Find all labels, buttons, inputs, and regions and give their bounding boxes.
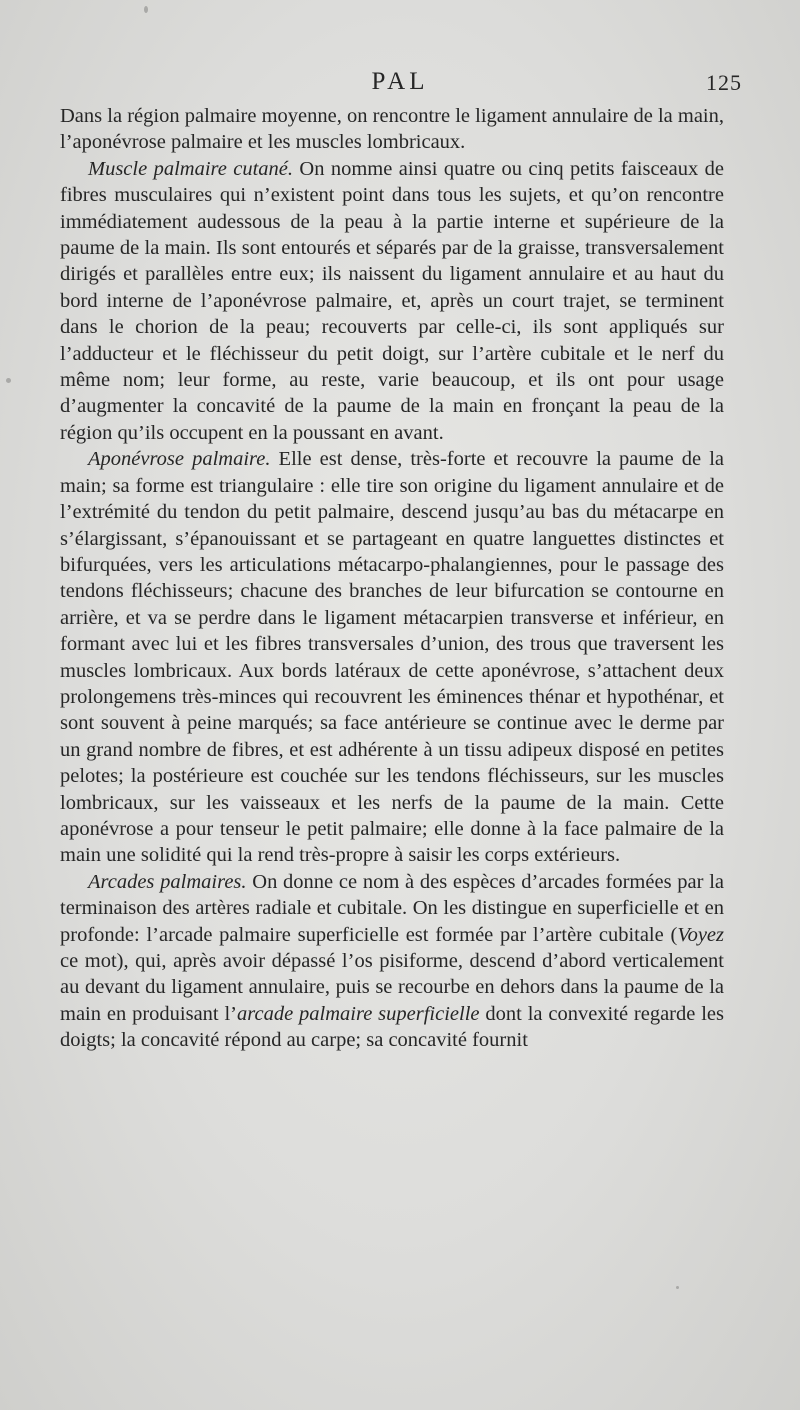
paragraph	[60, 103, 724, 156]
page-header	[60, 60, 740, 96]
paragraph-text: Dans la région palmaire moyenne, on rencontre le ligament annulaire de la main, l’aponévrose palmaire et les muscles lombricaux.	[60, 105, 724, 154]
paragraph	[60, 446, 724, 869]
page-number: 125	[706, 70, 742, 95]
ink-speck	[676, 1286, 679, 1289]
paragraph-text: On donne ce nom à des espèces d’arcades formées par la terminaison des artères radiale et cubitale. On les distingue en superficielle et en profonde: l’arcade palmaire superficielle est formée par l’artère cubitale (	[60, 870, 724, 946]
body-text	[60, 103, 724, 1054]
inline-term: arcade palmaire superficielle	[237, 1002, 480, 1025]
paragraph-text: ce mot), qui, après avoir dépassé l’os pisiforme, descend d’abord verticalement au devant du ligament annulaire, puis se recourbe en dehors dans la paume de la main en produisant l’	[60, 950, 724, 1025]
paragraph-text: dont la convexité regarde les doigts; la concavité répond au carpe; sa concavité fournit	[60, 1002, 725, 1052]
paragraph	[60, 869, 724, 1054]
paragraph	[60, 156, 724, 446]
running-head: PAL	[371, 68, 429, 95]
section-term: Muscle palmaire cutané.	[88, 157, 294, 180]
ink-speck	[144, 6, 148, 13]
section-term: Arcades palmaires.	[88, 870, 247, 893]
section-term: Aponévrose palmaire.	[88, 448, 271, 471]
paragraph-text: Elle est dense, très-forte et recouvre la paume de la main; sa forme est triangulaire : elle tire son origine du ligament annulaire et de l’extrémité du tendon du petit palmaire, descend jusqu’au bas du métacarpe en s’élargissant, s’épanouissant et se partageant en quatre languettes distinctes et bifurquées, vers les articulations métacarpo-phalangiennes, pour le passage des tendons fléchisseurs; chacune des branches de leur bifurcation se contourne en arrière, et va se perdre dans le ligament métacarpien transverse et inférieur, en formant avec lui et les fibres transversales d’union, des trous que traversent les muscles lombricaux. Aux bords latéraux de cette aponévrose, s’attachent deux prolongemens très-minces qui recouvrent les éminences thénar et hypothénar, et sont souvent à peine marqués; sa face antérieure se continue avec le derme par un grand nombre de fibres, et est adhérente à un tissu adipeux disposé en petites pelotes; la postérieure est couchée sur les tendons fléchisseurs, sur les muscles lombricaux, sur les vaisseaux et les nerfs de la paume de la main. Cette aponévrose a pour tenseur le petit palmaire; elle donne à la face palmaire de la main une solidité qui la rend très-propre à saisir les corps extérieurs.	[60, 448, 724, 867]
cross-reference: Voyez	[677, 923, 724, 946]
ink-speck	[6, 378, 11, 383]
paragraph-text: On nomme ainsi quatre ou cinq petits faisceaux de fibres musculaires qui n’existent point dans tous les sujets, et qu’on rencontre immédiatement audessous de la peau à la partie interne et supérieure de la paume de la main. Ils sont entourés et séparés par de la graisse, transversalement dirigés et parallèles entre eux; ils naissent du ligament annulaire et au haut du bord interne de l’aponévrose palmaire, et, après un court trajet, se terminent dans le chorion de la peau; recouverts par celle-ci, ils sont appliqués sur l’adducteur et le fléchisseur du petit doigt, sur l’artère cubitale et le nerf du même nom; leur forme, au reste, varie beaucoup, et ils ont pour usage d’augmenter la concavité de la paume de la main en fronçant la peau de la région qu’ils occupent en la poussant en avant.	[60, 157, 724, 444]
